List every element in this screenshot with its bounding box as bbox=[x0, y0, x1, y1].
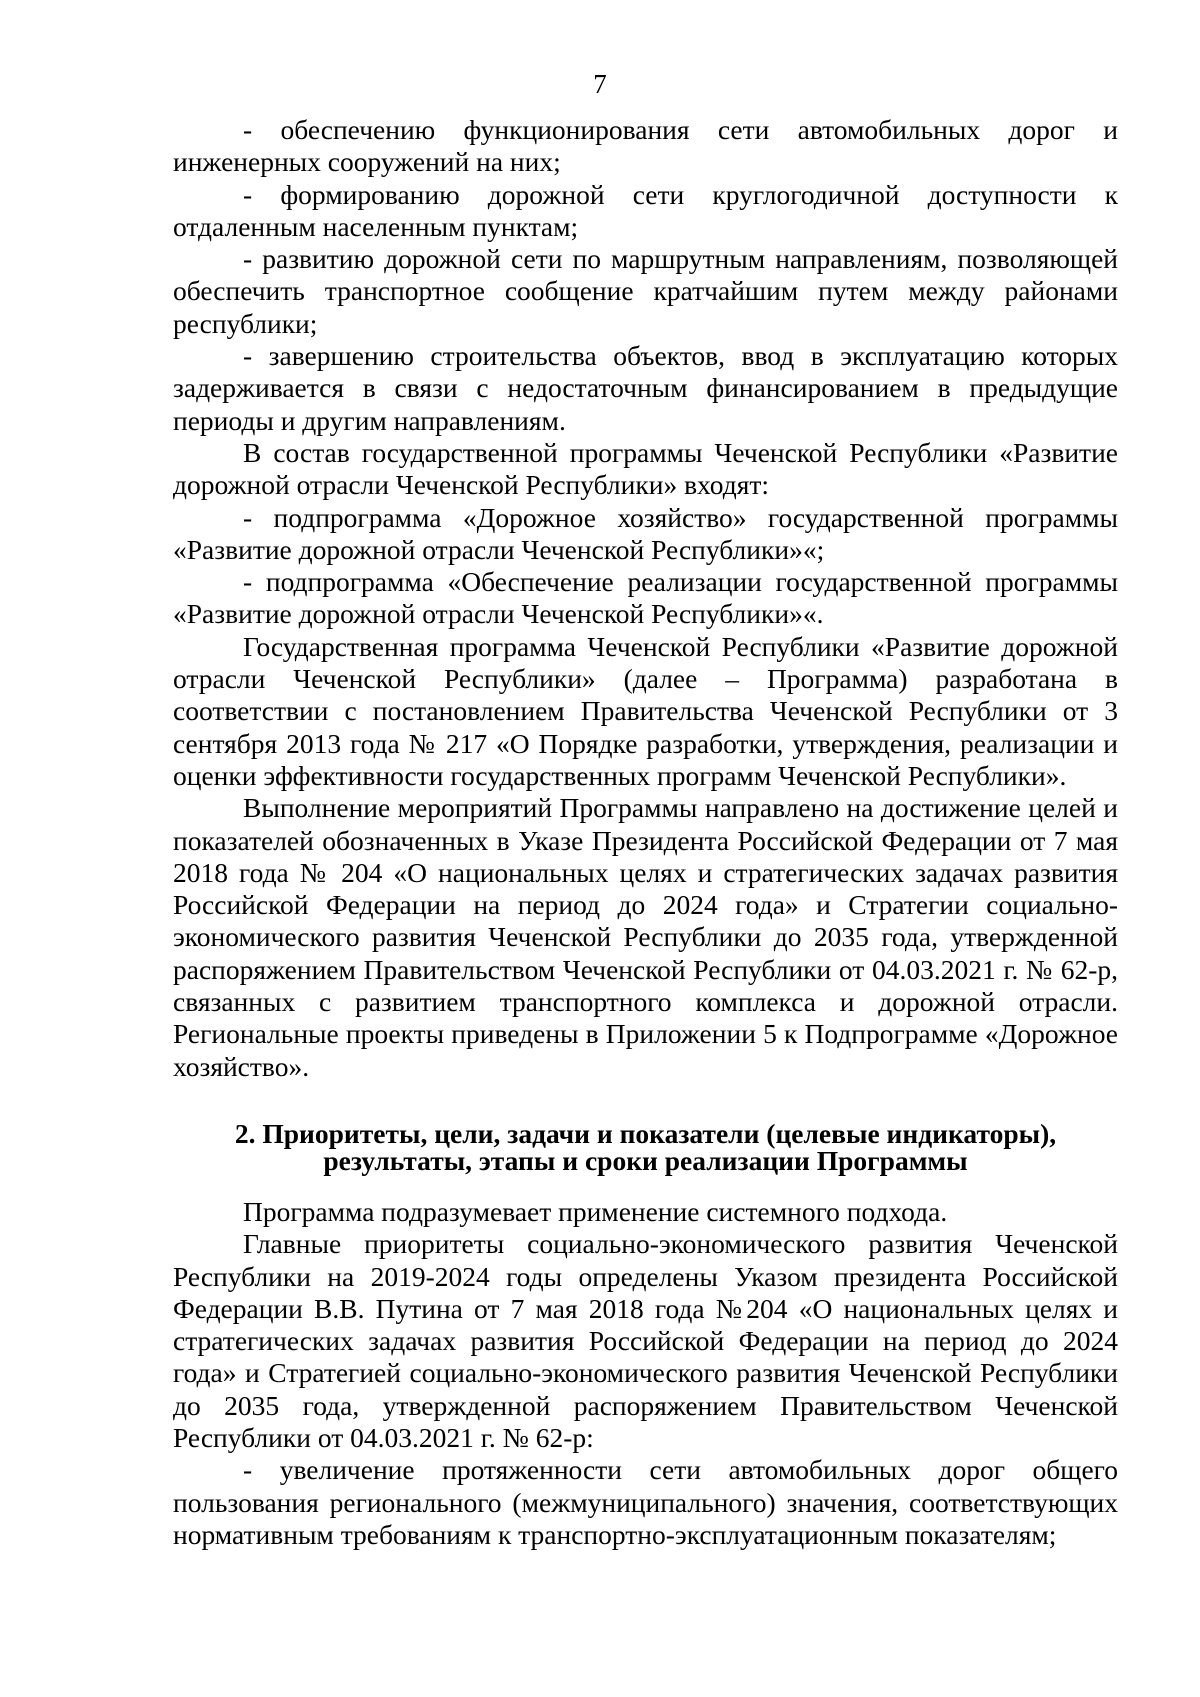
list-item-construction-completion: - завершению строительства объектов, ввод в эксплуатацию которых задерживается в связи с недостаточным финансированием в предыдущие периоды и другим направлениям. bbox=[173, 340, 1118, 436]
list-item-route-development: - развитию дорожной сети по маршрутным направлениям, позволяющей обеспечить транспортное сообщение кратчайшим путем между районами республики; bbox=[173, 243, 1118, 339]
paragraph-program-composition: В состав государственной программы Чеченской Республики «Развитие дорожной отрасли Чеченской Республики» входят: bbox=[173, 436, 1118, 501]
list-item-road-network-functioning: - обеспечению функционирования сети автомобильных дорог и инженерных сооружений на них; bbox=[173, 114, 1118, 178]
list-item-subprogram-implementation: - подпрограмма «Обеспечение реализации государственной программы «Развитие дорожной отрасли Чеченской Республики»«. bbox=[173, 566, 1118, 630]
paragraph-program-goals: Выполнение мероприятий Программы направлено на достижение целей и показателей обозначенных в Указе Президента Российской Федерации от 7 мая 2018 года № 204 «О национальных целях и стратегических задачах развития Российской Федерации на период до 2024 года» и Стратегии социально-экономического развития Чеченской Республики до 2035 года, утвержденной распоряжением Правительством Чеченской Республики от 04.03.2021 г. № 62-р, связанных с развитием транспортного комплекса и дорожной отрасли. Региональные проекты приведены в Приложении 5 к Подпрограмме «Дорожное хозяйство». bbox=[173, 792, 1118, 1082]
section-heading-line-2: результаты, этапы и сроки реализации Программы bbox=[323, 1145, 968, 1176]
paragraph-program-basis: Государственная программа Чеченской Республики «Развитие дорожной отрасли Чеченской Республики» (далее – Программа) разработана в соответствии с постановлением Правительства Чеченской Республики от 3 сентября 2013 года № 217 «О Порядке разработки, утверждения, реализации и оценки эффективности государственных программ Чеченской Республики». bbox=[173, 630, 1118, 791]
paragraph-systemic-approach: Программа подразумевает применение системного подхода. bbox=[243, 1196, 948, 1227]
body-text-top bbox=[173, 114, 1118, 1083]
list-item-subprogram-road-economy: - подпрограмма «Дорожное хозяйство» государственной программы «Развитие дорожной отрасли Чеченской Республики»«; bbox=[173, 501, 1118, 565]
page-number: 7 bbox=[593, 69, 607, 99]
list-item-year-round-access: - формированию дорожной сети круглогодичной доступности к отдаленным населенным пунктам; bbox=[173, 178, 1118, 242]
list-item-road-length-increase: - увеличение протяженности сети автомобильных дорог общего пользования регионального (межмуниципального) значения, соответствующих нормативным требованиям к транспортно-эксплуатационным показателям; bbox=[173, 1454, 1118, 1550]
body-text-bottom bbox=[173, 1196, 1118, 1551]
paragraph-main-priorities: Главные приоритеты социально-экономического развития Чеченской Республики на 2019-2024 годы определены Указом президента Российской Федерации В.В. Путина от 7 мая 2018 года №204 «О национальных целях и стратегических задачах развития Российской Федерации на период до 2024 года» и Стратегией социально-экономического развития Чеченской Республики до 2035 года, утвержденной распоряжением Правительством Чеченской Республики от 04.03.2021 г. № 62-р: bbox=[173, 1228, 1118, 1454]
section-heading-line-1: 2. Приоритеты, цели, задачи и показатели (целевые индикаторы), bbox=[234, 1118, 1057, 1149]
section-heading bbox=[173, 1120, 1118, 1174]
